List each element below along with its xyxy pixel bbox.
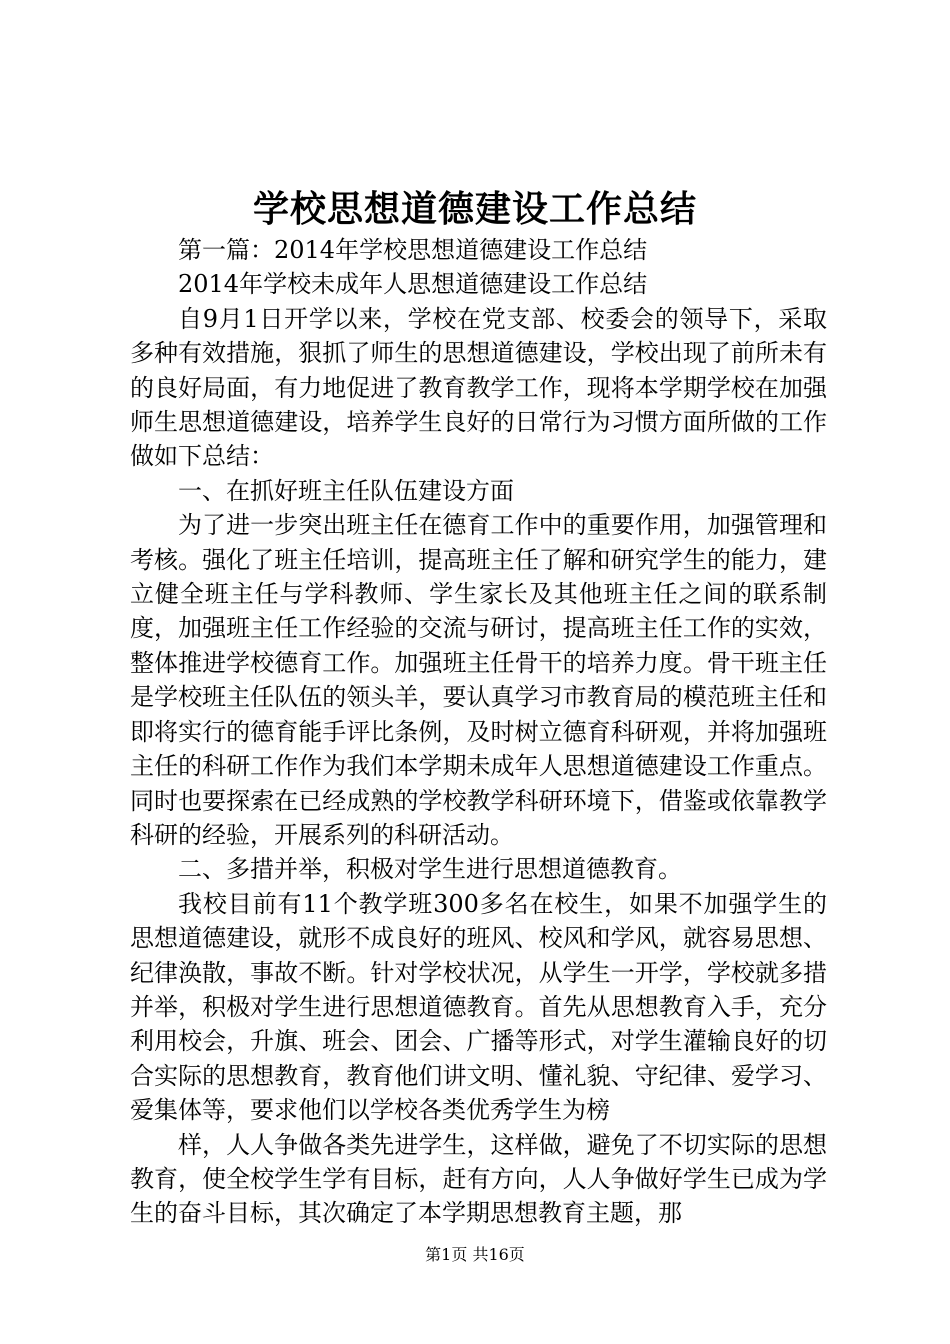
intro-paragraph: 自9月1日开学以来，学校在党支部、校委会的领导下，采取多种有效措施，狠抓了师生的思想道德建设，学校出现了前所未有的良好局面，有力地促进了教育教学工作，现将本学期学校在加强师生思想道德建设，培养学生良好的日常行为习惯方面所做的工作做如下总结： [130, 304, 827, 471]
section-heading-two: 二、多措并举，积极对学生进行思想道德教育。 [178, 855, 682, 884]
section-heading-part-one: 第一篇：2014年学校思想道德建设工作总结 [178, 236, 648, 264]
continuation-paragraph: 样，人人争做各类先进学生，这样做，避免了不切实际的思想教育，使全校学生学有目标，赶有方向，人人争做好学生已成为学生的奋斗目标，其次确定了本学期思想教育主题，那 [130, 1130, 827, 1228]
document-body [130, 233, 827, 1231]
section-one-paragraph: 为了进一步突出班主任在德育工作中的重要作用，加强管理和考核。强化了班主任培训，提高班主任了解和研究学生的能力，建立健全班主任与学科教师、学生家长及其他班主任之间的联系制度，加强班主任工作经验的交流与研讨，提高班主任工作的实效，整体推进学校德育工作。加强班主任骨干的培养力度。骨干班主任是学校班主任队伍的领头羊，要认真学习市教育局的模范班主任和即将实行的德育能手评比条例，及时树立德育科研观，并将加强班主任的科研工作作为我们本学期未成年人思想道德建设工作重点。同时也要探索在已经成熟的学校教学科研环境下，借鉴或依靠教学科研的经验，开展系列的科研活动。 [130, 511, 827, 849]
page-number-footer: 第1页 共16页 [425, 1245, 525, 1264]
section-two-paragraph: 我校目前有11个教学班300多名在校生，如果不加强学生的思想道德建设，就形不成良好的班风、校风和学风，就容易思想、纪律涣散，事故不断。针对学校状况，从学生一开学，学校就多措并举，积极对学生进行思想道德教育。首先从思想教育入手，充分利用校会，升旗、班会、团会、广播等形式，对学生灌输良好的切合实际的思想教育，教育他们讲文明、懂礼貌、守纪律、爱学习、爱集体等，要求他们以学校各类优秀学生为榜 [130, 889, 827, 1125]
page-title: 学校思想道德建设工作总结 [252, 188, 697, 230]
article-subtitle: 2014年学校未成年人思想道德建设工作总结 [178, 270, 648, 299]
section-heading-one: 一、在抓好班主任队伍建设方面 [178, 476, 514, 505]
